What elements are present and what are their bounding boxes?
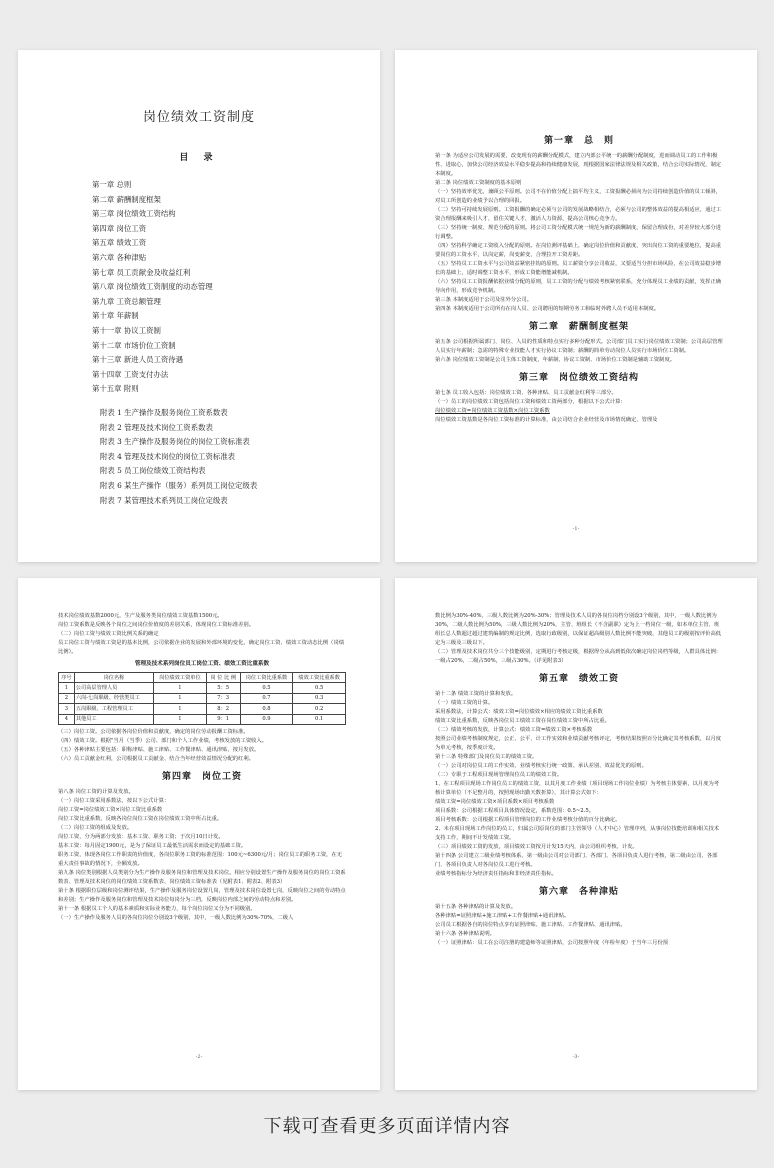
- chapter-heading: 第六章 各种津贴: [538, 887, 619, 897]
- table-cell: 2: [59, 693, 75, 703]
- paragraph: （二）岗位工资的组成及发放。: [58, 825, 133, 832]
- paragraph: （五）各种津贴主要包括：职称津贴、施工津贴、工作餐津贴、通讯津贴，按月发放。: [58, 747, 260, 754]
- paragraph: （四）绩效工资。根据"当月（当季）公司、部门和个人工作业绩，考核发放的工资收入。: [58, 738, 268, 745]
- page-3: [18, 578, 380, 1090]
- table-cell: 4: [59, 714, 75, 724]
- paragraph: （一）绩效工资的计算。: [435, 700, 494, 706]
- paragraph: 第三条 本制度适用于公司及驻外分公司。: [435, 297, 533, 303]
- paragraph: （一）岗位工资采用系数法，按以下公式计算：: [58, 798, 170, 805]
- attachment-item: 附表 1 生产操作及服务岗位工资系数表: [100, 408, 228, 417]
- table-row: [59, 714, 346, 724]
- paragraph: 绩效工资比重系数，反映各岗位员工绩效工资在岗位绩效工资中所占比重。: [435, 718, 610, 724]
- paragraph: （一）员工的岗位绩效工资包括岗位工资和绩效工资两部分，根据以下公式计算：: [435, 399, 626, 405]
- paragraph: 岗位工资=岗位绩效工资×岗位工资比重系数: [58, 807, 163, 814]
- paragraph: 项目系数：公司根据工程项目具体情况设定，系数范围：0.5~2.5。: [435, 808, 595, 814]
- table-row: [59, 683, 346, 693]
- paragraph: 第十五条 各种津贴的计算及发放。: [435, 904, 517, 910]
- document-title: 岗位绩效工资制度: [142, 110, 255, 125]
- table-cell: 五岗职级、工程管理员工: [74, 704, 153, 714]
- page-number: -3-: [572, 1054, 580, 1060]
- chapter-heading: 第四章 岗位工资: [161, 772, 242, 783]
- page-4: [395, 578, 757, 1090]
- paragraph: （一）生产操作及服务人员的各岗位岗位分别设3个级别，其中，一级人数比例为30%-70%，二级人: [58, 915, 294, 922]
- attachment-item: 附表 6 某生产操作（服务）系列员工岗位定级表: [100, 480, 258, 490]
- paragraph: 岗位工资，分为两部分发放：基本工资、职务工资；于次月10日计发。: [58, 834, 224, 841]
- paragraph: 1、在工程项目现场工作岗位员工的绩效工资，以其月度工作业绩（项目现场工作岗位业绩）为考核主体要素，以月度为考核计算单位（不足整月的，按照现场出勤天数折算），其计算公式如下：: [435, 781, 720, 796]
- chapter-heading: 第三章 岗位绩效工资结构: [518, 373, 639, 383]
- table-cell: 公司高层管理人员: [74, 683, 153, 693]
- paragraph: 第十四条 公司建立二级业绩考核体系，第一级由公司对公司部门、各部门、各项目负责人进行考核，第二级由公司、各部门、各项目负责人对各岗位员工进行考核。: [435, 853, 718, 868]
- table-cell: 0.5: [293, 683, 346, 693]
- table-cell: 0.9: [240, 714, 293, 724]
- download-more-link[interactable]: 下载可查看更多页面详情内容: [263, 1116, 511, 1137]
- toc-item: 第十章 年薪制: [92, 311, 139, 321]
- table-header-cell: 绩效工资比重系数: [293, 673, 346, 683]
- paragraph: 岗位绩效工资基数是各岗位工资标准的计算标准，由公司结合企业经营及市场情况确定，管理及: [435, 417, 658, 423]
- table-cell: 其他员工: [74, 714, 153, 724]
- paragraph: （一）公司对岗位员工的工作实效、业绩考核实行统一政策、承认差别、效益优先的原则。: [435, 763, 647, 769]
- toc-item: 第十一章 协议工资制: [92, 325, 161, 335]
- table-cell: 1: [59, 683, 75, 693]
- paragraph: 第十六条 各种津贴说明。: [435, 931, 495, 937]
- paragraph: 第一条 为适应公司发展的需要，改变现有的薪酬分配模式，建立内部公平统一的薪酬分配制度，进而调动员工的工作积极性、进取心，加快公司经济效益水平稳步提高和持续健康发展，现根据国家法律法规及相关政策，结合公司实际情况，制定本制度。: [435, 153, 722, 177]
- paragraph: （二）绩效考核的发放，计算公式：绩效工资=绩效工资×考核系数: [435, 727, 593, 733]
- chapter-text: [58, 788, 346, 923]
- paragraph: 岗位工资比重系数，反映各岗位岗位工资在岗位绩效工资中所占比重。: [58, 816, 223, 823]
- paragraph: （一）证照津贴：员工在公司注册的建造师等证照津贴，公司按照年度（年检年度）于当年三月份预: [435, 940, 669, 946]
- page-2-body: [435, 128, 723, 425]
- table-cell: 5：5: [206, 683, 240, 693]
- toc-item: 第十五章 附则: [92, 384, 139, 394]
- toc-item: 第七章 员工贡献金及收益红利: [92, 267, 191, 277]
- page-2: [395, 50, 757, 562]
- table-header-cell: 岗位名称: [74, 673, 153, 683]
- toc-item: 第五章 绩效工资: [92, 238, 147, 248]
- table-row: [59, 693, 346, 703]
- toc-item: 第六章 各种津贴: [92, 252, 147, 262]
- paragraph: 数比例为30%-40%，三级人数比例为20%-30%；管理及技术人员的各岗位岗档分别设3个级别，其中，一级人数比例为30%，二级人数比例为50%，三级人数比例为20%，主管、班组长（不含副职）定为上一档岗位一级，如本单位主管、班组长总人数超过超过建筑编制的规定比例，选取行政级别，以保证超高级别人数比例不能突破，其他员工的级别按评价高低定为三级及三级以下。: [435, 613, 722, 646]
- chapter-text: [58, 612, 346, 657]
- paragraph: 业绩考核指标分为经济责任指标和非经济责任指标。: [435, 871, 557, 877]
- paragraph: 基本工资：每月固定1900元，是为了保证员工最低生活需求而设定的基础工资。: [58, 843, 247, 850]
- paragraph: 第十三条 特殊部门及岗位员工的绩效工资。: [435, 754, 538, 760]
- toc-list: [92, 178, 213, 397]
- toc-title: 目 录: [179, 153, 219, 163]
- page-number: -1-: [572, 526, 580, 532]
- chapter-text: [435, 690, 723, 879]
- paragraph: 2、未在项目现场工作岗位的员工，归属公司原岗位的部门主管领导（人才中心）管理序列，从事岗位技能培训和相关技术支持工作，期间不计发绩效工资。: [435, 826, 720, 841]
- table-cell: 8：2: [206, 704, 240, 714]
- paragraph: 岗位工资系数是反映各个岗位之间岗位价值度的差别关系，体现岗位工资标准差别。: [58, 622, 254, 628]
- attachment-item: 附表 2 管理及技术岗位工资系数表: [100, 422, 213, 432]
- page-1: [18, 50, 380, 562]
- paragraph: 项目考核系数：公司根据工程项目管理岗位的工作业绩考核分值的百分比确定。: [435, 817, 621, 823]
- paragraph: （四）坚持科学确定工资收入分配的原则。在岗位测评基础上，确定岗位价值和贡献度，突出岗位工资的重要地位，提高重要岗位的工资水平，以岗定薪，岗变薪变，合理拉开工资差距。: [435, 243, 722, 258]
- table-cell: 0.3: [293, 693, 346, 703]
- attachment-item: 附表 3 生产操作及服务岗位的岗位工资标准表: [100, 437, 250, 447]
- table-cell: 3: [59, 704, 75, 714]
- table-cell: 0.8: [240, 704, 293, 714]
- toc-item: 第十三章 新进人员工资待遇: [92, 355, 184, 365]
- toc-item: 第四章 岗位工资: [92, 223, 147, 233]
- table-cell: 9：1: [206, 714, 240, 724]
- paragraph: （六）坚持员工工资报酬依据业绩分配的原则，员工工资的分配与绩效考核紧密联系，充分体现员工业绩的贡献，发挥正确导向作用，形成竞争机制。: [435, 279, 722, 294]
- paragraph: （一）坚持效率优先，兼顾公平原则。公司不在价值分配上搞平均主义，工资报酬必须向为公司持续创造价值的员工倾斜，对员工所创造的业绩予以合理的回报。: [435, 189, 722, 204]
- chapter-text: [435, 338, 723, 365]
- toc-item: 第一章 总则: [92, 180, 132, 189]
- paragraph: 员工岗位工资与绩效工资是的基本比例，公司依据企业的发展和外部环境的变化，确定岗位工资、绩效工资动态比例（岗绩比例）。: [58, 640, 345, 655]
- toc-item: 第三章 岗位绩效工资结构: [92, 209, 176, 219]
- chapter-text: [435, 612, 723, 666]
- attachment-list: [100, 406, 257, 508]
- paragraph: （六）员工贡献金红利，公司根据员工贡献金、结合当年经营效益情况分配的红利。: [58, 756, 254, 763]
- table-cell: 1: [154, 683, 207, 693]
- chapter-text: [435, 389, 723, 407]
- paragraph: 第七条 员工收入包括：岗位绩效工资、各种津贴、员工贡献金红利等三部分。: [435, 390, 617, 396]
- table-header-cell: 岗位绩效工资单位: [154, 673, 207, 683]
- paragraph: （五）坚持员工工资水平与公司效益紧密挂钩的原则。员工薪资分享公司收益，又要适当分担市场风险，在公司效益稳步增长的基础上，适时调整工资水平，形成工资能增能减机制。: [435, 261, 722, 276]
- chapter-text: [58, 728, 346, 764]
- paragraph: （三）岗位工资。公司依据各岗位价值和贡献度，确定的岗位劳动报酬工资标准。: [58, 729, 249, 736]
- page-number: -2-: [195, 1054, 203, 1060]
- chapter-heading: 第二章 薪酬制度框架: [528, 322, 629, 332]
- paragraph: （二）坚持可持续发展原则。工资报酬的确定必须与公司的发展战略相结合，必须与公司的整体效益的提高相适应，通过工资合理报酬来吸引人才，留住关键人才，激活人力资源，提高公司核心竞争力。: [435, 207, 722, 222]
- paragraph: （三）项目绩效工资的发放，项目绩效工资按月计发15天内，由公司组织考核、计发。: [435, 844, 638, 850]
- toc-item: 第二章 薪酬制度框架: [92, 194, 161, 204]
- table-cell: 1: [154, 693, 207, 703]
- paragraph: 第六条 岗位绩效工资制是公司主体工资制度，年薪制、协议工资制、市场价位工资制是辅助工资制度。: [435, 357, 676, 363]
- table-cell: 0.2: [293, 704, 346, 714]
- paragraph: 第五条 公司根据所属部门、岗位、人员的性质和特点实行多种分配形式。公司部门员工实行岗位绩效工资制；公司高层管理人员实行年薪制；急需的特殊专业技能人才实行协议工资制；薪酬的简单劳动岗位人员实行市场价位工资制。: [435, 339, 723, 354]
- attachment-item: 附表 5 员工岗位绩效工资结构表: [100, 466, 206, 476]
- toc-item: 第十二章 市场价位工资制: [92, 340, 176, 350]
- chapter-heading: 第五章 绩效工资: [538, 674, 619, 684]
- paragraph: 绩效工资=岗位绩效工资×项目系数×项目考核系数: [435, 799, 555, 805]
- toc-item: 第十四章 工资支付办法: [92, 369, 169, 379]
- table-cell: 0.1: [293, 714, 346, 724]
- paragraph: 第十一条 根据员工个人的基本素质和实际业务能力，每个岗位岗位又分为不同级别。: [58, 906, 256, 913]
- paragraph: 第四条 本制度适用于公司所有在岗人员、公司聘用的短期劳务工和临时外聘人员不适用本制度。: [435, 306, 660, 312]
- paragraph: 第九条 岗位类别根据人员类别分为生产操作及服务岗位和管理及技术岗位。相应分别设置生产操作及服务岗位的岗位工资系数表、管理及技术岗位的岗位绩效工资系数表、岗位绩效工资标准表（见附表1、附表2、附表3）: [58, 870, 346, 886]
- table-cell: 1: [154, 714, 207, 724]
- table-row: [59, 704, 346, 714]
- table-cell: 7：3: [206, 693, 240, 703]
- paragraph: （二）管理及技术岗位共分三个技能级别，定期进行考核定级，根据得分从高到低依次确定岗位岗档等级，人群具体比例：一级占20%，二级占50%，三级占30%。（详见附表3）: [435, 649, 722, 664]
- table-cell: 0.5: [240, 683, 293, 693]
- table-header-cell: 岗位工资比重系数: [240, 673, 293, 683]
- table-header-cell: 岗 位 比 例: [206, 673, 240, 683]
- paragraph: （二）岗位工资与绩效工资比例关系的确定: [58, 631, 159, 637]
- chapter-heading: 第一章 总 则: [543, 136, 614, 146]
- paragraph: 公司员工根据各自的岗位特点享有证照津贴、施工津贴、工作餐津贴、通讯津贴。: [435, 922, 626, 928]
- paragraph: 第十条 根据职位层级和岗位测评结果，生产操作及服务岗位设置几岗，管理及技术岗位设置七岗，反映岗位之间的劳动特点和差别；生产操作及服务岗位和管理及技术岗位每岗分为三档，反映岗位内部之间的劳动特点和差别。: [58, 888, 346, 904]
- chapter-text: [435, 152, 723, 314]
- paragraph: （二）专职于工程项目现场管理岗位员工的绩效工资。: [435, 772, 563, 778]
- page-3-body: [58, 612, 346, 923]
- chapter-text: [435, 903, 723, 948]
- table-cell: 1: [154, 704, 207, 714]
- ratio-table: [58, 672, 346, 725]
- toc-item: 第九章 工资总额管理: [92, 296, 161, 306]
- attachment-item: 附表 4 管理及技术岗位的岗位工资标准表: [100, 451, 236, 461]
- table-cell: 六岗-七岗职级、经营类员工: [74, 693, 153, 703]
- attachment-item: 附表 7 某管理技术系列员工岗位定级表: [100, 495, 228, 505]
- paragraph: 第八条 岗位工资的计算及发放。: [58, 789, 134, 796]
- toc-item: 第八章 岗位绩效工资制度的动态管理: [92, 282, 213, 292]
- page-4-body: [435, 612, 723, 948]
- table-cell: 0.7: [240, 693, 293, 703]
- table-header-cell: 序号: [59, 673, 75, 683]
- paragraph: 采用系数法，计算公式：绩效工资=岗位绩效×相应的绩效工资比重系数: [435, 709, 603, 715]
- paragraph: 各种津贴=证照津贴+施工津贴+工作餐津贴+通讯津贴。: [435, 913, 570, 919]
- formula: 岗位绩效工资=岗位绩效工资基数×岗位工资系数: [435, 408, 550, 414]
- paragraph: 第二条 岗位绩效工资制度的基本原则: [435, 180, 522, 186]
- paragraph: 按照公司业绩考核制度规定，公正、公平、计工作实效和业绩贡献考核评定，考核结果按照百分比确定其考核系数，以月度为单元考核，按季度计发。: [435, 736, 722, 751]
- paragraph: 第十二条 绩效工资的计算和发放。: [435, 691, 517, 697]
- table-title: 管理及技术系列岗位员工岗位工资、绩效工资比重系数: [134, 661, 270, 667]
- paragraph: 职务工资，体现各岗位工作职责的价值度，各岗位职务工资的标准范围：100元~6300元/月；岗位员工的职务工资，在无重大责任事故的情况下，全额发放。: [58, 852, 343, 868]
- paragraph: （三）坚持统一制度、规范分配的原则。将公司工资分配模式统一规范为新的薪酬制度，保留合理成份，对差异较大部分进行调整。: [435, 225, 722, 240]
- paragraph: 技术岗位绩效基数2000元，生产及服务类岗位绩效工资基数1500元。: [58, 613, 223, 619]
